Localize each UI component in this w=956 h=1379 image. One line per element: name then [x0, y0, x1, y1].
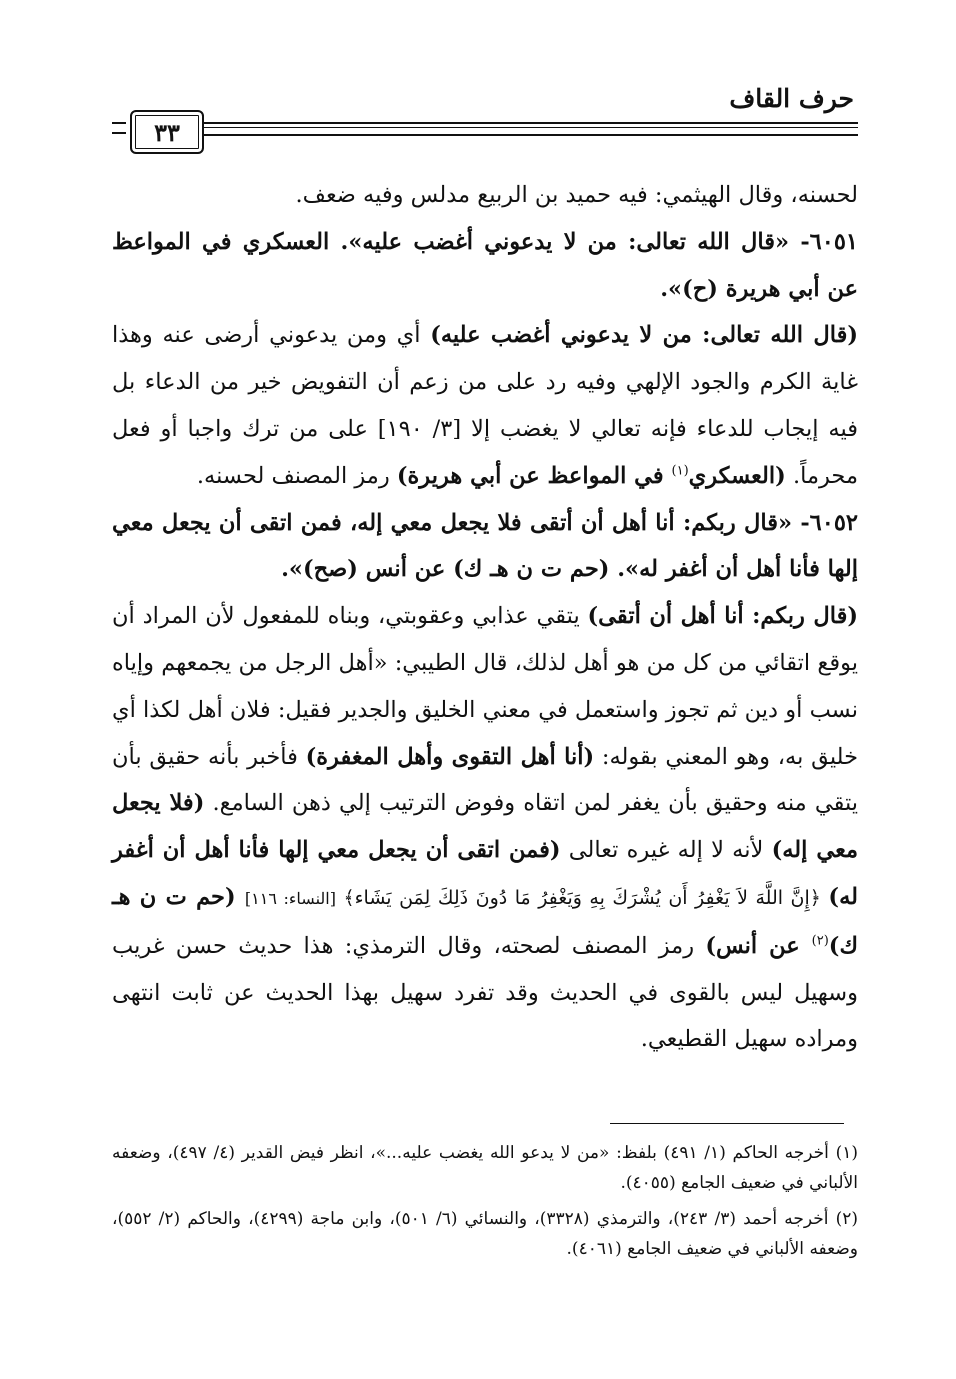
footnote-separator: [610, 1123, 844, 1124]
commentary-6052-verse-quote: (أنا أهل التقوى وأهل المغفرة): [305, 743, 595, 770]
hadith-6051-number: ٦٠٥١-: [789, 228, 858, 255]
hadith-6052-text: «قال ربكم: أنا أهل أن أتقى فلا يجعل معي إله، فمن اتقى أن يجعل معي إلها فأنا أهل أن أغفر له». (حم ت ن هـ ك) عن أنس (صح)».: [112, 509, 858, 583]
commentary-6052-lemma: (قال ربكم: أنا أهل أن أتقى): [587, 603, 859, 630]
header-rule-tick: [112, 122, 126, 134]
commentary-6052-text-2: فأخبر بأنه حقيق بأن يتقي منه وحقيق بأن يغفر لمن اتقاه وفوض الترتيب إلي ذهن السامع.: [112, 743, 859, 817]
hadith-6051-text: «قال الله تعالى: من لا يدعوني أغضب عليه». العسكري في المواعظ عن أبي هريرة (ح)».: [112, 228, 858, 302]
commentary-6052-source-rest: عن أنس): [705, 932, 812, 959]
commentary-6052-source: (حم ت ن هـ ك): [112, 883, 858, 959]
hadith-6052: [112, 500, 858, 594]
main-text: [112, 172, 858, 1063]
commentary-6052-text-4: رمز المصنف لصحته، وقال الترمذي: هذا حديث حسن غريب وسهيل ليس بالقوى في الحديث وقد تفرد سهيل بهذا الحديث عن ثابت انتهى ومراده سهيل القطيعي.: [112, 932, 858, 1053]
commentary-6051: [112, 312, 858, 499]
commentary-6051-grade: رمز المصنف لحسنه.: [196, 462, 397, 489]
commentary-6052-text-3: لأنه لا إله غيره تعالى: [560, 837, 772, 864]
quran-reference: [النساء: ١١٦]: [244, 888, 336, 908]
footnote-1: (١) أخرجه الحاكم (١/ ٤٩١) بلفظ: «من لا يدعو الله يغضب عليه...»، انظر فيض القدير (٤/ ٤٩٧)، وضعفه الألباني في ضعيف الجامع (٤٠٥٥).: [112, 1143, 858, 1193]
paragraph-intro: لحسنه، وقال الهيثمي: فيه حميد بن الربيع مدلس وفيه ضعف.: [295, 182, 858, 208]
header-double-line: [204, 122, 858, 136]
commentary-6052: [112, 593, 858, 1063]
chapter-title: حرف القاف: [729, 84, 854, 113]
footnote-marker-2[interactable]: (٢): [811, 933, 829, 949]
hadith-6052-number: ٦٠٥٢-: [792, 509, 859, 536]
quran-verse: ﴿إِنَّ اللَّهَ لاَ يَغْفِرُ أَن يُشْرَكَ بِهِ وَيَغْفِرُ مَا دُونَ ذَلِكَ لِمَن يَشَاء﴾: [335, 886, 829, 909]
footnote-marker-1[interactable]: (١): [671, 463, 689, 479]
hadith-6051: [112, 219, 858, 313]
commentary-6052-text: يتقي عذابي وعقوبتي، وبناه للمفعول لأن المراد أن يوقع اتقائي من كل من هو أهل لذلك، قال الطيبي: «أهل الرجل من يجمعهم وإياه نسب أو دين ثم تجوز واستعمل في معني الخليق والجدير فقيل: فلان أهل لكذا أي خليق به، وهو المعني بقوله:: [112, 603, 858, 770]
page-number-box: [130, 110, 204, 154]
page-header: [0, 0, 956, 160]
commentary-6051-source: (العسكري: [688, 462, 786, 489]
commentary-6051-source-rest: في المواعظ عن أبي هريرة): [396, 462, 672, 489]
page-number: ٣٣: [154, 117, 180, 147]
header-rule: [112, 110, 858, 150]
commentary-6051-lemma: (قال الله تعالى: من لا يدعوني أغضب عليه): [430, 322, 858, 349]
footnote-2: (٢) أخرجه أحمد (٣/ ٢٤٣)، والترمذي (٣٣٢٨)، والنسائي (٦/ ٥٠١)، وابن ماجة (٤٢٩٩)، والحاكم (٢/ ٥٥٢)، وضعفه الألباني في ضعيف الجامع (٤٠٦١).: [112, 1209, 858, 1259]
commentary-6051-text: أي ومن يدعوني أرضى عنه وهذا غاية الكرم والجود الإلهي وفيه رد على من زعم أن التفويض خير من الدعاء بل فيه إيجاب للدعاء فإنه تعالي لا يغضب إلا [٣/ ١٩٠] على من ترك واجبا أو فعل محرماً.: [112, 322, 858, 489]
commentary-6052-lemma-2: (فلا يجعل معي إله): [112, 790, 859, 864]
commentary-6052-lemma-3: (فمن اتقى أن يجعل معي إلها فأنا أهل أن أغفر له): [112, 837, 858, 910]
footnotes: [112, 1138, 858, 1270]
